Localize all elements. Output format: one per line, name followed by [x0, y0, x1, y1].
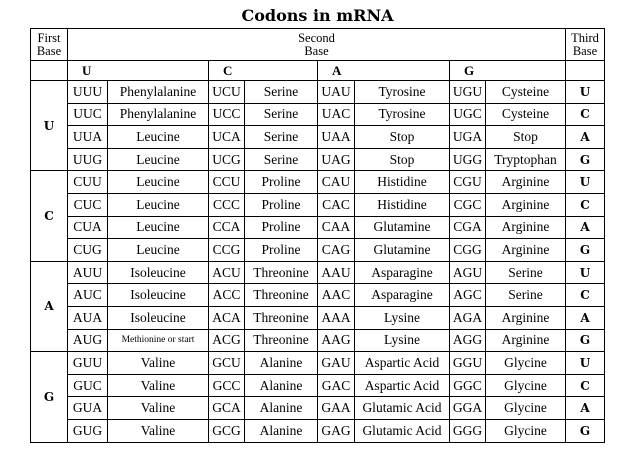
- amino-acid-cell: Glycine: [486, 419, 566, 442]
- amino-acid-cell: Phenylalanine: [108, 81, 209, 104]
- third-base-cell: C: [566, 193, 605, 216]
- codon-cell: AUU: [68, 261, 108, 284]
- codon-row: [31, 374, 605, 397]
- codon-cell: AGU: [450, 261, 486, 284]
- third-base-cell: U: [566, 171, 605, 194]
- codon-cell: CAG: [318, 239, 355, 262]
- amino-acid-cell: Tyrosine: [355, 103, 450, 126]
- first-base-cell: C: [31, 171, 68, 261]
- third-base-cell: G: [566, 329, 605, 352]
- codon-cell: AGG: [450, 329, 486, 352]
- codon-row: [31, 306, 605, 329]
- codon-cell: UCU: [209, 81, 245, 104]
- codon-cell: UUA: [68, 126, 108, 149]
- amino-acid-cell: Stop: [355, 148, 450, 171]
- amino-acid-cell: Isoleucine: [108, 284, 209, 307]
- third-base-cell: U: [566, 352, 605, 375]
- amino-acid-cell: Stop: [355, 126, 450, 149]
- amino-acid-cell: Serine: [245, 103, 318, 126]
- third-base-header: Third Base: [566, 29, 605, 61]
- third-base-cell: A: [566, 126, 605, 149]
- amino-acid-cell: Arginine: [486, 171, 566, 194]
- codon-row: [31, 239, 605, 262]
- amino-acid-cell: Asparagine: [355, 261, 450, 284]
- codon-cell: GAU: [318, 352, 355, 375]
- amino-acid-cell: Alanine: [245, 352, 318, 375]
- amino-acid-cell: Proline: [245, 216, 318, 239]
- second-letter-g: G: [450, 61, 566, 81]
- codon-cell: AGA: [450, 306, 486, 329]
- amino-acid-cell: Valine: [108, 397, 209, 420]
- codon-cell: CCU: [209, 171, 245, 194]
- amino-acid-cell: Proline: [245, 193, 318, 216]
- codon-cell: CAC: [318, 193, 355, 216]
- codon-row: [31, 81, 605, 104]
- codon-cell: ACA: [209, 306, 245, 329]
- codon-row: [31, 397, 605, 420]
- amino-acid-cell: Lysine: [355, 306, 450, 329]
- third-base-cell: A: [566, 397, 605, 420]
- codon-row: [31, 419, 605, 442]
- amino-acid-cell: Arginine: [486, 239, 566, 262]
- codon-cell: ACC: [209, 284, 245, 307]
- codon-cell: CUC: [68, 193, 108, 216]
- codon-row: [31, 261, 605, 284]
- first-base-header: First Base: [31, 29, 68, 61]
- amino-acid-cell: Serine: [245, 81, 318, 104]
- amino-acid-cell: Leucine: [108, 126, 209, 149]
- amino-acid-cell: Glycine: [486, 352, 566, 375]
- amino-acid-cell: Arginine: [486, 329, 566, 352]
- codon-row: [31, 352, 605, 375]
- amino-acid-cell: Leucine: [108, 216, 209, 239]
- amino-acid-cell: Leucine: [108, 171, 209, 194]
- codon-cell: CGU: [450, 171, 486, 194]
- amino-acid-cell: Tyrosine: [355, 81, 450, 104]
- codon-row: [31, 193, 605, 216]
- amino-acid-cell: Threonine: [245, 284, 318, 307]
- codon-cell: GCA: [209, 397, 245, 420]
- codon-cell: GAC: [318, 374, 355, 397]
- codon-cell: AUG: [68, 329, 108, 352]
- codon-cell: GCC: [209, 374, 245, 397]
- amino-acid-cell: Glutamine: [355, 239, 450, 262]
- codon-cell: UGG: [450, 148, 486, 171]
- codon-cell: UGA: [450, 126, 486, 149]
- codon-cell: GAG: [318, 419, 355, 442]
- codon-cell: UCC: [209, 103, 245, 126]
- amino-acid-cell: Aspartic Acid: [355, 352, 450, 375]
- subheader-blank-left: [31, 61, 68, 81]
- amino-acid-cell: Histidine: [355, 171, 450, 194]
- codon-cell: CCA: [209, 216, 245, 239]
- codon-cell: CGA: [450, 216, 486, 239]
- codon-cell: CUG: [68, 239, 108, 262]
- amino-acid-cell: Glutamic Acid: [355, 419, 450, 442]
- amino-acid-cell: Aspartic Acid: [355, 374, 450, 397]
- third-base-cell: A: [566, 216, 605, 239]
- codon-cell: UCA: [209, 126, 245, 149]
- codon-cell: CGG: [450, 239, 486, 262]
- third-base-cell: A: [566, 306, 605, 329]
- third-base-cell: G: [566, 148, 605, 171]
- codon-cell: UGU: [450, 81, 486, 104]
- codon-cell: AAG: [318, 329, 355, 352]
- codon-cell: UUU: [68, 81, 108, 104]
- codon-table: [30, 28, 605, 443]
- amino-acid-cell: Glutamic Acid: [355, 397, 450, 420]
- codon-cell: UAC: [318, 103, 355, 126]
- codon-cell: GUU: [68, 352, 108, 375]
- codon-cell: UAG: [318, 148, 355, 171]
- codon-cell: CCC: [209, 193, 245, 216]
- codon-cell: AAC: [318, 284, 355, 307]
- amino-acid-cell: Proline: [245, 239, 318, 262]
- amino-acid-cell: Glutamine: [355, 216, 450, 239]
- codon-cell: CCG: [209, 239, 245, 262]
- codon-cell: GUA: [68, 397, 108, 420]
- codon-cell: CUA: [68, 216, 108, 239]
- subheader-blank-right: [566, 61, 605, 81]
- codon-row: [31, 148, 605, 171]
- codon-cell: UUG: [68, 148, 108, 171]
- amino-acid-cell: Serine: [245, 148, 318, 171]
- amino-acid-cell: Arginine: [486, 193, 566, 216]
- amino-acid-cell: Valine: [108, 352, 209, 375]
- codon-cell: ACU: [209, 261, 245, 284]
- amino-acid-cell: Tryptophan: [486, 148, 566, 171]
- codon-cell: UUC: [68, 103, 108, 126]
- codon-cell: AUC: [68, 284, 108, 307]
- codon-cell: CUU: [68, 171, 108, 194]
- amino-acid-cell: Arginine: [486, 306, 566, 329]
- third-base-cell: C: [566, 284, 605, 307]
- third-base-cell: C: [566, 374, 605, 397]
- codon-cell: GGA: [450, 397, 486, 420]
- amino-acid-cell: Isoleucine: [108, 261, 209, 284]
- third-base-cell: G: [566, 419, 605, 442]
- amino-acid-cell: Serine: [486, 261, 566, 284]
- amino-acid-cell: Phenylalanine: [108, 103, 209, 126]
- amino-acid-cell: Valine: [108, 419, 209, 442]
- third-base-cell: G: [566, 239, 605, 262]
- third-base-cell: U: [566, 81, 605, 104]
- second-letter-u: U: [68, 61, 209, 81]
- amino-acid-cell: Isoleucine: [108, 306, 209, 329]
- second-letter-c: C: [209, 61, 318, 81]
- codon-cell: ACG: [209, 329, 245, 352]
- second-letter-a: A: [318, 61, 450, 81]
- codon-cell: UGC: [450, 103, 486, 126]
- codon-cell: CAA: [318, 216, 355, 239]
- amino-acid-cell: Threonine: [245, 329, 318, 352]
- codon-cell: GCU: [209, 352, 245, 375]
- amino-acid-cell: Threonine: [245, 261, 318, 284]
- codon-row: [31, 103, 605, 126]
- amino-acid-cell: Leucine: [108, 193, 209, 216]
- amino-acid-cell: Stop: [486, 126, 566, 149]
- codon-cell: AAU: [318, 261, 355, 284]
- amino-acid-cell: Threonine: [245, 306, 318, 329]
- amino-acid-cell: Alanine: [245, 374, 318, 397]
- codon-cell: GGU: [450, 352, 486, 375]
- codon-cell: GUG: [68, 419, 108, 442]
- codon-cell: GCG: [209, 419, 245, 442]
- codon-row: [31, 171, 605, 194]
- codon-cell: GGC: [450, 374, 486, 397]
- amino-acid-cell: Alanine: [245, 397, 318, 420]
- codon-cell: GGG: [450, 419, 486, 442]
- amino-acid-cell: Glycine: [486, 397, 566, 420]
- amino-acid-cell: Proline: [245, 171, 318, 194]
- amino-acid-cell: Serine: [245, 126, 318, 149]
- codon-cell: UAA: [318, 126, 355, 149]
- codon-cell: AGC: [450, 284, 486, 307]
- page-title: Codons in mRNA: [241, 6, 394, 25]
- amino-acid-cell: Lysine: [355, 329, 450, 352]
- amino-acid-cell: Cysteine: [486, 103, 566, 126]
- second-base-header: Second Base: [68, 29, 566, 61]
- first-base-cell: G: [31, 352, 68, 442]
- first-base-cell: A: [31, 261, 68, 351]
- codon-row: [31, 284, 605, 307]
- first-base-cell: U: [31, 81, 68, 171]
- amino-acid-cell: Histidine: [355, 193, 450, 216]
- third-base-cell: C: [566, 103, 605, 126]
- amino-acid-cell: Leucine: [108, 148, 209, 171]
- codon-cell: GAA: [318, 397, 355, 420]
- third-base-cell: U: [566, 261, 605, 284]
- codon-cell: CAU: [318, 171, 355, 194]
- amino-acid-cell: Arginine: [486, 216, 566, 239]
- codon-cell: CGC: [450, 193, 486, 216]
- amino-acid-cell: Valine: [108, 374, 209, 397]
- codon-cell: AUA: [68, 306, 108, 329]
- codon-cell: UAU: [318, 81, 355, 104]
- amino-acid-cell: Asparagine: [355, 284, 450, 307]
- codon-cell: UCG: [209, 148, 245, 171]
- codon-cell: GUC: [68, 374, 108, 397]
- amino-acid-cell: Serine: [486, 284, 566, 307]
- codon-row: [31, 216, 605, 239]
- codon-cell: AAA: [318, 306, 355, 329]
- amino-acid-cell: Methionine or start: [108, 329, 209, 352]
- codon-row: [31, 126, 605, 149]
- amino-acid-cell: Alanine: [245, 419, 318, 442]
- amino-acid-cell: Glycine: [486, 374, 566, 397]
- amino-acid-cell: Cysteine: [486, 81, 566, 104]
- amino-acid-cell: Leucine: [108, 239, 209, 262]
- codon-row: [31, 329, 605, 352]
